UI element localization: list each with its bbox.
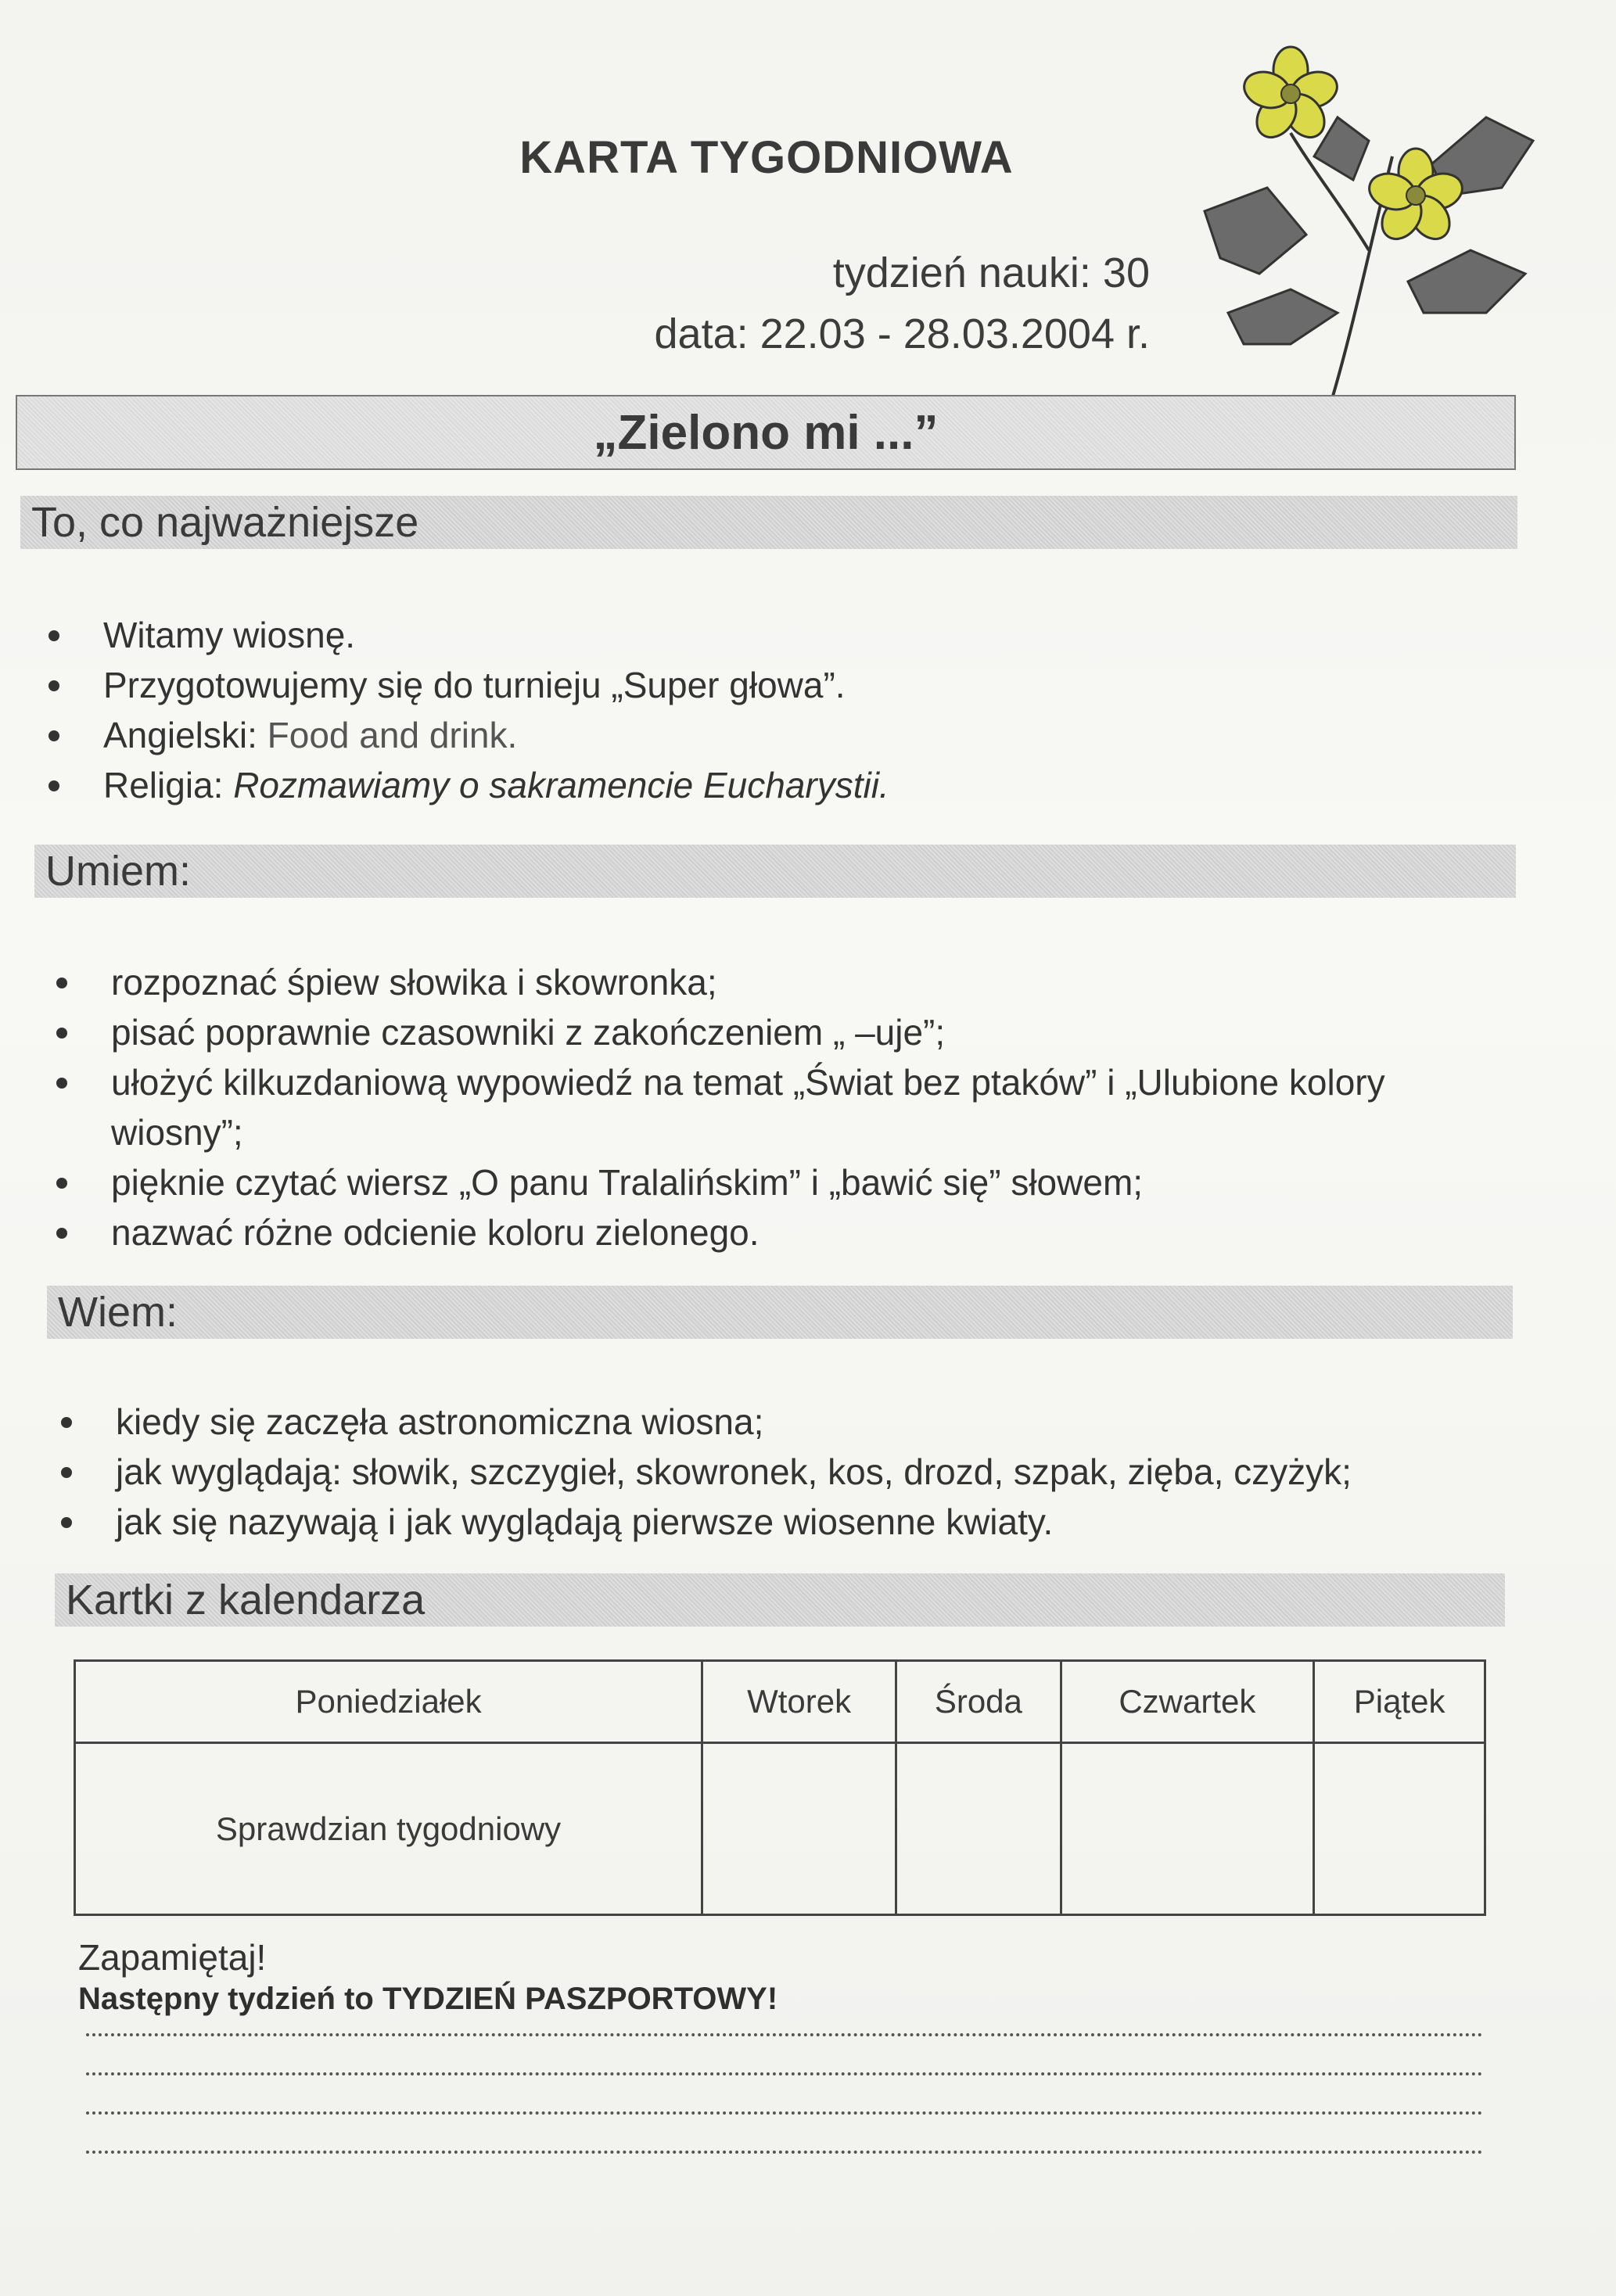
writing-line: [86, 2033, 1483, 2036]
list-item: ułożyć kilkuzdaniową wypowiedź na temat „Świat bez ptaków” i „Ulubione kolory wiosny”;: [31, 1057, 1502, 1157]
list-item: jak wyglądają: słowik, szczygieł, skowronek, kos, drozd, szpak, zięba, czyżyk;: [36, 1447, 1506, 1497]
bullet-icon: [56, 1178, 67, 1189]
list-item: nazwać różne odcienie koloru zielonego.: [31, 1207, 1502, 1257]
calendar-cell: [1314, 1743, 1485, 1915]
bullet-icon: [61, 1417, 72, 1428]
i-can-list: [31, 957, 1502, 1257]
list-item: rozpoznać śpiew słowika i skowronka;: [31, 957, 1502, 1007]
bullet-icon: [61, 1517, 72, 1528]
bullet-icon: [61, 1467, 72, 1478]
bullet-icon: [56, 1028, 67, 1039]
list-item: Przygotowujemy się do turnieju „Super głowa”.: [23, 660, 1510, 710]
bullet-icon: [56, 1228, 67, 1239]
section-header-most-important: [20, 496, 1517, 549]
flower-illustration: [1173, 16, 1549, 422]
bullet-icon: [56, 1078, 67, 1089]
list-item: Angielski: Food and drink.: [23, 710, 1510, 760]
writing-line: [86, 2111, 1483, 2115]
list-item: pisać poprawnie czasowniki z zakończeniem „ –uje”;: [31, 1007, 1502, 1057]
section-header-calendar: [55, 1573, 1505, 1627]
calendar-cell: Sprawdzian tygodniowy: [75, 1743, 702, 1915]
i-know-list: [36, 1397, 1506, 1547]
bullet-icon: [48, 780, 59, 791]
list-item: pięknie czytać wiersz „O panu Tralalińskim” i „bawić się” słowem;: [31, 1157, 1502, 1207]
day-header: Wtorek: [702, 1661, 896, 1743]
list-item: Witamy wiosnę.: [23, 610, 1510, 660]
section-title: Umiem:: [45, 848, 191, 895]
section-title: Wiem:: [58, 1289, 178, 1336]
list-item: kiedy się zaczęła astronomiczna wiosna;: [36, 1397, 1506, 1447]
table-row: [75, 1743, 1485, 1915]
remember-label: Zapamiętaj!: [78, 1937, 267, 1978]
calendar-cell: [1061, 1743, 1314, 1915]
most-important-list: [23, 610, 1510, 810]
calendar-cell: [702, 1743, 896, 1915]
list-item: Religia: Rozmawiamy o sakramencie Eucharystii.: [23, 760, 1510, 810]
week-number: tydzień nauki: 30: [832, 249, 1150, 296]
day-header: Środa: [896, 1661, 1061, 1743]
topic-text: „Zielono mi ...”: [593, 405, 939, 460]
writing-line: [86, 2072, 1483, 2075]
day-header: Czwartek: [1061, 1661, 1314, 1743]
table-row: [75, 1661, 1485, 1743]
page-title: KARTA TYGODNIOWA: [519, 132, 1014, 183]
section-title: Kartki z kalendarza: [66, 1577, 426, 1623]
section-header-i-can: [34, 845, 1516, 898]
bullet-icon: [48, 630, 59, 641]
topic-banner: [16, 395, 1516, 470]
writing-line: [86, 2151, 1483, 2154]
section-title: To, co najważniejsze: [31, 499, 419, 546]
day-header: Poniedziałek: [75, 1661, 702, 1743]
next-week-note: Następny tydzień to TYDZIEŃ PASZPORTOWY!: [78, 1982, 778, 2016]
bullet-icon: [56, 978, 67, 988]
bullet-icon: [48, 730, 59, 741]
date-range: data: 22.03 - 28.03.2004 r.: [654, 310, 1150, 357]
list-item: jak się nazywają i jak wyglądają pierwsze wiosenne kwiaty.: [36, 1497, 1506, 1547]
bullet-icon: [48, 680, 59, 691]
calendar-cell: [896, 1743, 1061, 1915]
section-header-i-know: [47, 1286, 1513, 1339]
calendar-table: [74, 1659, 1486, 1916]
day-header: Piątek: [1314, 1661, 1485, 1743]
